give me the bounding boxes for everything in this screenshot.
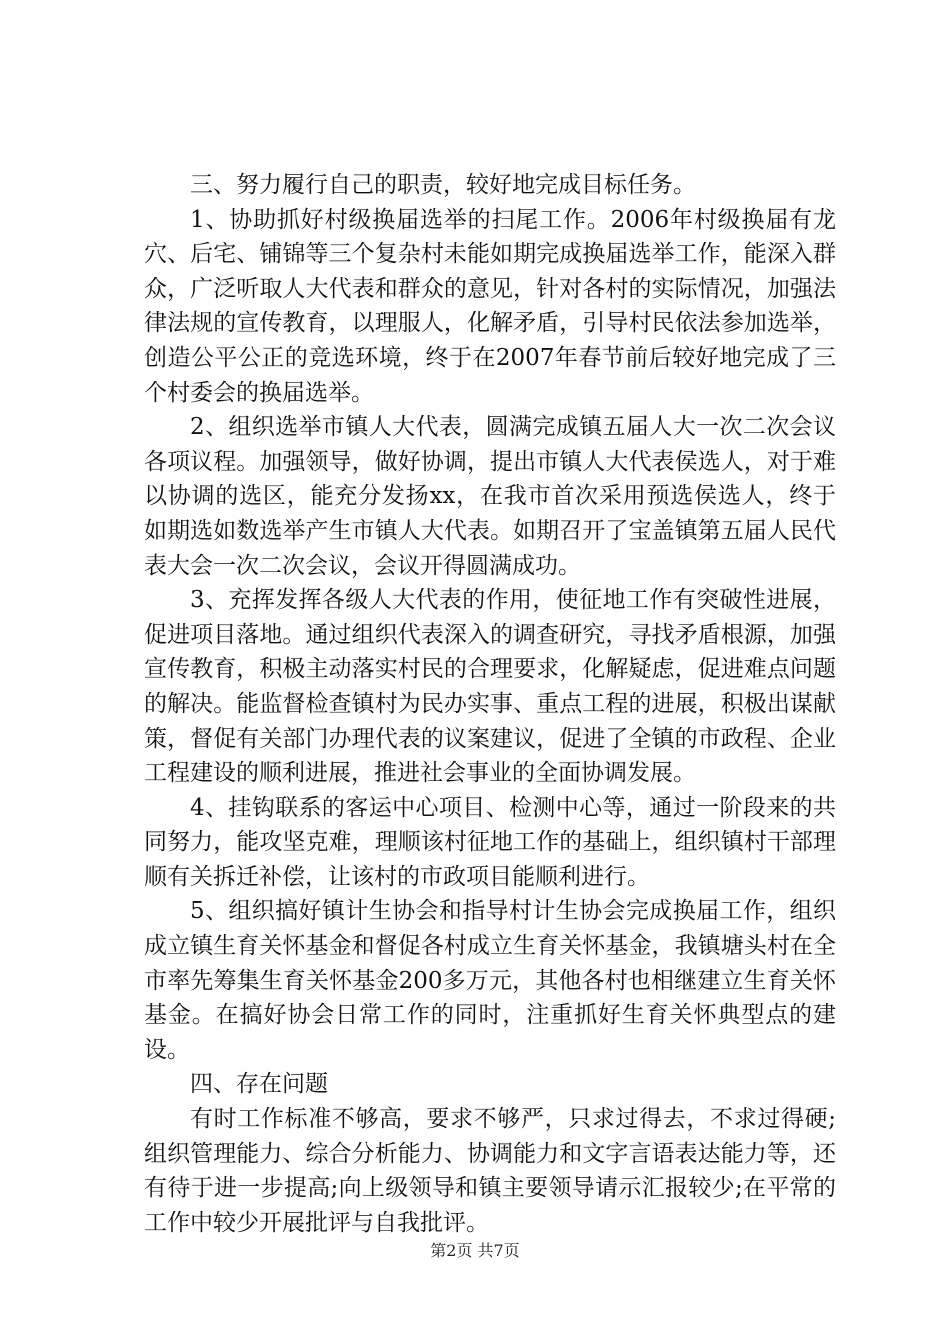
section-heading-problems: 四、存在问题 bbox=[190, 1071, 328, 1098]
paragraph-problems: 有时工作标准不够高，要求不够严，只求过得去，不求过得硬;组织管理能力、综合分析能力、协调能力和文字言语表达能力等，还有待于进一步提高;向上级领导和镇主要领导请示汇报较少;在平常的工作中较少开展批评与自我批评。 bbox=[144, 1106, 836, 1236]
paragraph-item-1: 1、协助抓好村级换届选举的扫尾工作。2006年村级换届有龙穴、后宅、铺锦等三个复杂村未能如期完成换届选举工作，能深入群众，广泛听取人大代表和群众的意见，针对各村的实际情况，加强法律法规的宣传教育，以理服人，化解矛盾，引导村民依法参加选举，创造公平公正的竞选环境，终于在2007年春节前后较好地完成了三个村委会的换届选举。 bbox=[144, 206, 836, 406]
document-body bbox=[144, 168, 836, 1240]
paragraph-item-3: 3、充挥发挥各级人大代表的作用，使征地工作有突破性进展，促进项目落地。通过组织代表深入的调查研究，寻找矛盾根源，加强宣传教育，积极主动落实村民的合理要求，化解疑虑，促进难点问题的解决。能监督检查镇村为民办实事、重点工程的进展，积极出谋献策，督促有关部门办理代表的议案建议，促进了全镇的市政程、企业工程建设的顺利进展，推进社会事业的全面协调发展。 bbox=[144, 587, 836, 787]
page-number-footer: 第2页 共7页 bbox=[430, 1241, 520, 1260]
paragraph-item-4: 4、挂钩联系的客运中心项目、检测中心等，通过一阶段来的共同努力，能攻坚克难，理顺该村征地工作的基础上，组织镇村干部理顺有关拆迁补偿，让该村的市政项目能顺利进行。 bbox=[144, 794, 836, 890]
section-heading-duties: 三、努力履行自己的职责，较好地完成目标任务。 bbox=[190, 172, 696, 198]
paragraph-item-5: 5、组织搞好镇计生协会和指导村计生协会完成换届工作，组织成立镇生育关怀基金和督促各村成立生育关怀基金，我镇塘头村在全市率先筹集生育关怀基金200多万元，其他各村也相继建立生育关怀基金。在搞好协会日常工作的同时，注重抓好生育关怀典型点的建设。 bbox=[144, 898, 836, 1063]
paragraph-item-2: 2、组织选举市镇人大代表，圆满完成镇五届人大一次二次会议各项议程。加强领导，做好协调，提出市镇人大代表侯选人，对于难以协调的选区，能充分发扬xx，在我市首次采用预选侯选人，终于如期选如数选举产生市镇人大代表。如期召开了宝盖镇第五届人民代表大会一次二次会议，会议开得圆满成功。 bbox=[144, 414, 836, 579]
